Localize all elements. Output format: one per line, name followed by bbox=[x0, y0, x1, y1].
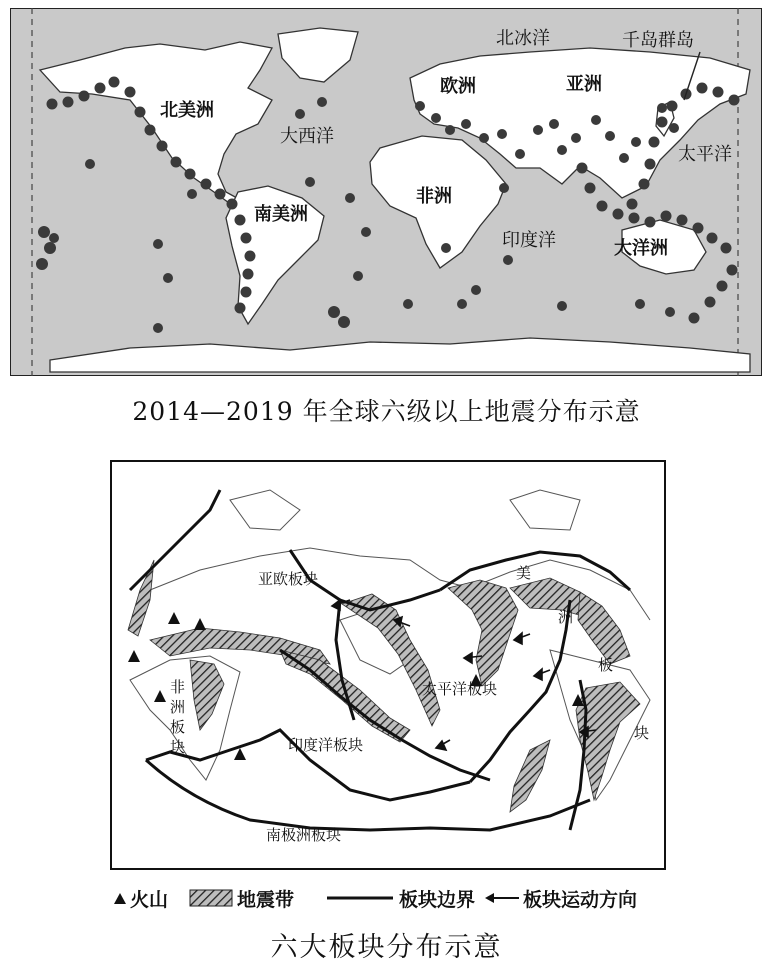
label-american-plate-1: 美 bbox=[516, 564, 532, 582]
label-kuril: 千岛群岛 bbox=[622, 30, 694, 51]
legend-volcano-label: 火山 bbox=[130, 888, 169, 911]
label-indian: 印度洋 bbox=[502, 230, 556, 251]
label-north-america: 北美洲 bbox=[160, 100, 214, 121]
label-africa: 非洲 bbox=[416, 186, 452, 207]
map2-caption: 六大板块分布示意 bbox=[270, 932, 503, 963]
map-legend bbox=[113, 884, 673, 912]
map1-caption: 2014—2019 年全球六级以上地震分布示意 bbox=[132, 397, 641, 426]
label-atlantic: 大西洋 bbox=[280, 126, 334, 147]
label-african-plate-3: 板 bbox=[170, 718, 186, 736]
label-arctic: 北冰洋 bbox=[496, 28, 550, 49]
legend-motion bbox=[485, 884, 637, 912]
label-eurasian-plate: 亚欧板块 bbox=[258, 570, 319, 588]
volcano-icon bbox=[113, 891, 127, 905]
label-american-plate-2: 洲 bbox=[558, 608, 574, 626]
left-arrow-icon bbox=[485, 892, 519, 904]
legend-boundary bbox=[327, 884, 475, 912]
legend-seismic-belt bbox=[189, 884, 294, 912]
label-indian-plate: 印度洋板块 bbox=[288, 736, 364, 754]
label-antarctic-plate: 南极洲板块 bbox=[266, 826, 342, 844]
label-asia: 亚洲 bbox=[566, 74, 602, 95]
legend-volcano bbox=[113, 884, 168, 912]
label-african-plate-1: 非 bbox=[170, 678, 186, 696]
legend-boundary-label: 板块边界 bbox=[399, 888, 476, 911]
legend-motion-label: 板块运动方向 bbox=[523, 888, 638, 911]
label-pacific: 太平洋 bbox=[678, 144, 732, 165]
label-south-america: 南美洲 bbox=[254, 204, 308, 225]
earthquake-map bbox=[10, 8, 762, 376]
label-african-plate-4: 块 bbox=[170, 738, 186, 756]
label-pacific-plate: 太平洋板块 bbox=[422, 680, 498, 698]
label-american-plate-3: 板 bbox=[598, 656, 614, 674]
label-american-plate-4: 块 bbox=[634, 724, 650, 742]
label-oceania: 大洋洲 bbox=[614, 238, 668, 259]
seismic-belt-swatch-icon bbox=[189, 889, 233, 907]
label-europe: 欧洲 bbox=[440, 76, 476, 97]
legend-seismic-belt-label: 地震带 bbox=[237, 888, 295, 911]
plates-map bbox=[110, 460, 666, 870]
boundary-line-icon bbox=[327, 893, 393, 903]
label-african-plate-2: 洲 bbox=[170, 698, 186, 716]
